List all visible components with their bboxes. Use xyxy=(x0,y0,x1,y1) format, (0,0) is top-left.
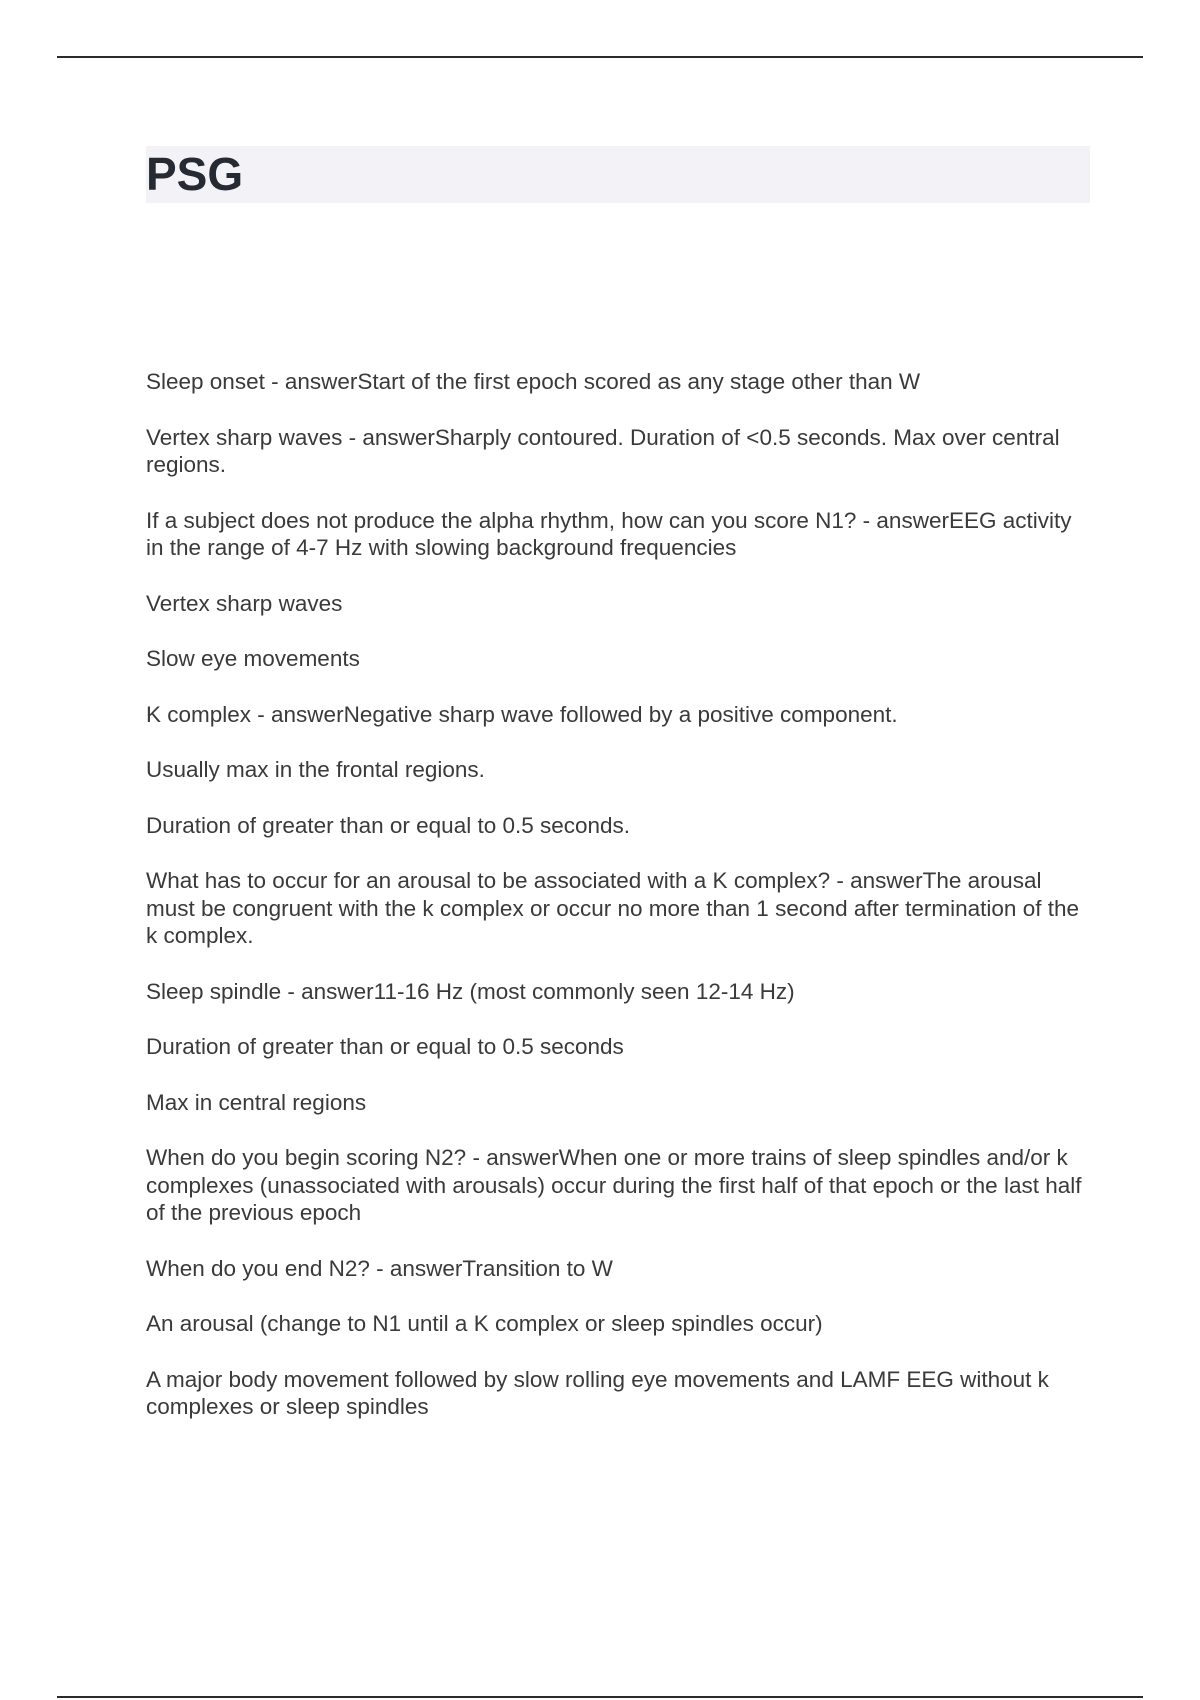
paragraph: Usually max in the frontal regions. xyxy=(146,757,485,782)
title-band xyxy=(146,146,1090,203)
header-rule xyxy=(57,56,1143,58)
footer-rule xyxy=(57,1696,1143,1698)
document-body xyxy=(146,368,1090,1449)
paragraph: When do you end N2? - answerTransition to W xyxy=(146,1255,613,1281)
paragraph: Sleep spindle - answer11-16 Hz (most commonly seen 12-14 Hz) xyxy=(146,978,795,1004)
paragraph: Sleep onset - answerStart of the first epoch scored as any stage other than W xyxy=(146,369,921,394)
paragraph: Max in central regions xyxy=(146,1089,367,1115)
paragraph: Vertex sharp waves - answerSharply contoured. Duration of <0.5 seconds. Max over central regions. xyxy=(146,424,1060,477)
paragraph: Slow eye movements xyxy=(146,646,360,671)
paragraph: If a subject does not produce the alpha rhythm, how can you score N1? - answerEEG activity in the range of 4-7 Hz with slowing background frequencies xyxy=(146,507,1072,560)
paragraph: K complex - answerNegative sharp wave followed by a positive component. xyxy=(146,701,898,727)
paragraph: Duration of greater than or equal to 0.5 seconds. xyxy=(146,812,631,838)
paragraph: When do you begin scoring N2? - answerWhen one or more trains of sleep spindles and/or k complexes (unassociated with arousals) occur during the first half of that epoch or the last half of the previous epoch xyxy=(146,1145,1082,1225)
paragraph: A major body movement followed by slow rolling eye movements and LAMF EEG without k complexes or sleep spindles xyxy=(146,1366,1049,1419)
paragraph: Duration of greater than or equal to 0.5 seconds xyxy=(146,1034,624,1059)
paragraph: Vertex sharp waves xyxy=(146,590,343,616)
paragraph: An arousal (change to N1 until a K complex or sleep spindles occur) xyxy=(146,1311,823,1336)
paragraph: What has to occur for an arousal to be associated with a K complex? - answerThe arousal must be congruent with the k complex or occur no more than 1 second after termination of the k complex. xyxy=(146,868,1079,948)
page-title: PSG xyxy=(146,148,244,200)
